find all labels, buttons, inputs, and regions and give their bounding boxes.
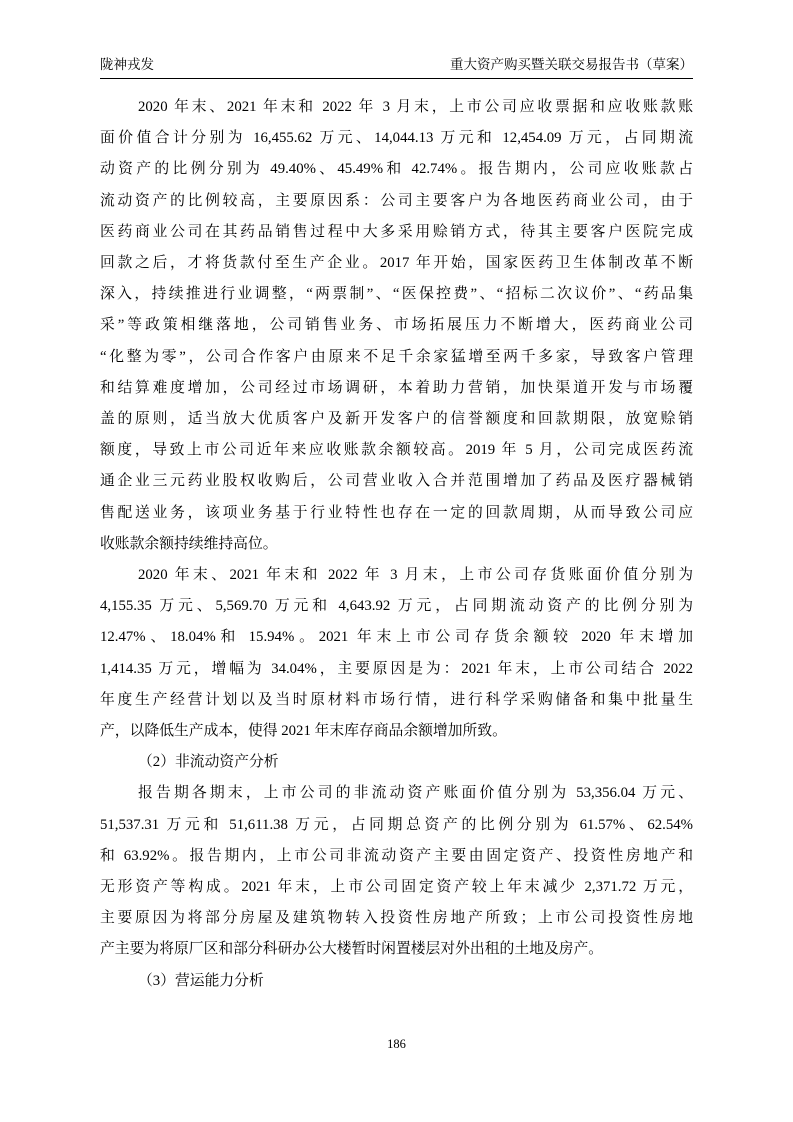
paragraph-line: 2020 年末、2021 年末和 2022 年 3 月末，上市公司存货账面价值分别为 bbox=[138, 567, 693, 584]
header-report-title: 重大资产购买暨关联交易报告书（草案） bbox=[450, 57, 693, 72]
paragraph-line: 和 63.92%。报告期内，上市公司非流动资产主要由固定资产、投资性房地产和 bbox=[100, 847, 693, 864]
section-heading: （2）非流动资产分析 bbox=[138, 754, 279, 771]
paragraph-line: 医药商业公司在其药品销售过程中大多采用赊销方式，待其主要客户医院完成 bbox=[100, 223, 693, 240]
paragraph-line: 收账款余额持续维持高位。 bbox=[100, 535, 278, 552]
paragraph-line: 51,537.31 万元和 51,611.38 万元，占同期总资产的比例分别为 61.57%、62.54% bbox=[100, 816, 693, 833]
paragraph-line: 盖的原则，适当放大优质客户及新开发客户的信誉额度和回款期限，放宽赊销 bbox=[100, 411, 693, 428]
paragraph-line: 和结算难度增加，公司经过市场调研，本着助力营销，加快渠道开发与市场覆 bbox=[100, 379, 693, 396]
paragraph-line: 采”等政策相继落地，公司销售业务、市场拓展压力不断增大，医药商业公司 bbox=[100, 317, 693, 334]
paragraph-line: 年度生产经营计划以及当时原材料市场行情，进行科学采购储备和集中批量生 bbox=[100, 691, 693, 708]
paragraph-line: 额度，导致上市公司近年来应收账款余额较高。2019 年 5 月，公司完成医药流 bbox=[100, 442, 693, 459]
document-body bbox=[100, 92, 693, 997]
paragraph-line: “化整为零”，公司合作客户由原来不足千余家猛增至两千多家，导致客户管理 bbox=[100, 348, 693, 365]
paragraph-line: 12.47%、18.04%和 15.94%。2021 年末上市公司存货余额较 2020 年末增加 bbox=[100, 629, 693, 646]
paragraph-line: 通企业三元药业股权收购后，公司营业收入合并范围增加了药品及医疗器械销 bbox=[100, 473, 693, 490]
paragraph-line: 流动资产的比例较高，主要原因系：公司主要客户为各地医药商业公司，由于 bbox=[100, 192, 693, 209]
page-header bbox=[100, 56, 693, 79]
paragraph-line: 动资产的比例分别为 49.40%、45.49%和 42.74%。报告期内，公司应收账款占 bbox=[100, 161, 693, 178]
paragraph-line: 2020 年末、2021 年末和 2022 年 3 月末，上市公司应收票据和应收账款账 bbox=[138, 99, 693, 115]
paragraph-line: 深入，持续推进行业调整，“两票制”、“医保控费”、“招标二次议价”、“药品集 bbox=[100, 286, 693, 303]
paragraph-line: 4,155.35 万元、5,569.70 万元和 4,643.92 万元，占同期流动资产的比例分别为 bbox=[100, 598, 693, 615]
page-footer bbox=[0, 1036, 793, 1052]
paragraph-line: 面价值合计分别为 16,455.62 万元、14,044.13 万元和 12,454.09 万元，占同期流 bbox=[100, 130, 693, 147]
page-number: 186 bbox=[387, 1037, 406, 1051]
paragraph-line: 产主要为将原厂区和部分科研办公大楼暂时闲置楼层对外出租的土地及房产。 bbox=[100, 941, 604, 958]
section-heading: （3）营运能力分析 bbox=[138, 972, 264, 989]
paragraph-line: 回款之后，才将货款付至生产企业。2017 年开始，国家医药卫生体制改革不断 bbox=[100, 255, 693, 272]
paragraph-line: 1,414.35 万元，增幅为 34.04%，主要原因是为：2021 年末，上市公司结合 2022 bbox=[100, 660, 693, 677]
header-company-name: 陇神戎发 bbox=[100, 57, 154, 72]
paragraph-line: 无形资产等构成。2021 年末，上市公司固定资产较上年末减少 2,371.72 万元， bbox=[100, 879, 693, 896]
paragraph-line: 产，以降低生产成本，使得 2021 年末库存商品余额增加所致。 bbox=[100, 723, 507, 740]
paragraph-line: 报告期各期末，上市公司的非流动资产账面价值分别为 53,356.04 万元、 bbox=[138, 785, 693, 802]
paragraph-line: 主要原因为将部分房屋及建筑物转入投资性房地产所致；上市公司投资性房地 bbox=[100, 910, 693, 927]
paragraph-line: 售配送业务，该项业务基于行业特性也存在一定的回款周期，从而导致公司应 bbox=[100, 504, 693, 521]
